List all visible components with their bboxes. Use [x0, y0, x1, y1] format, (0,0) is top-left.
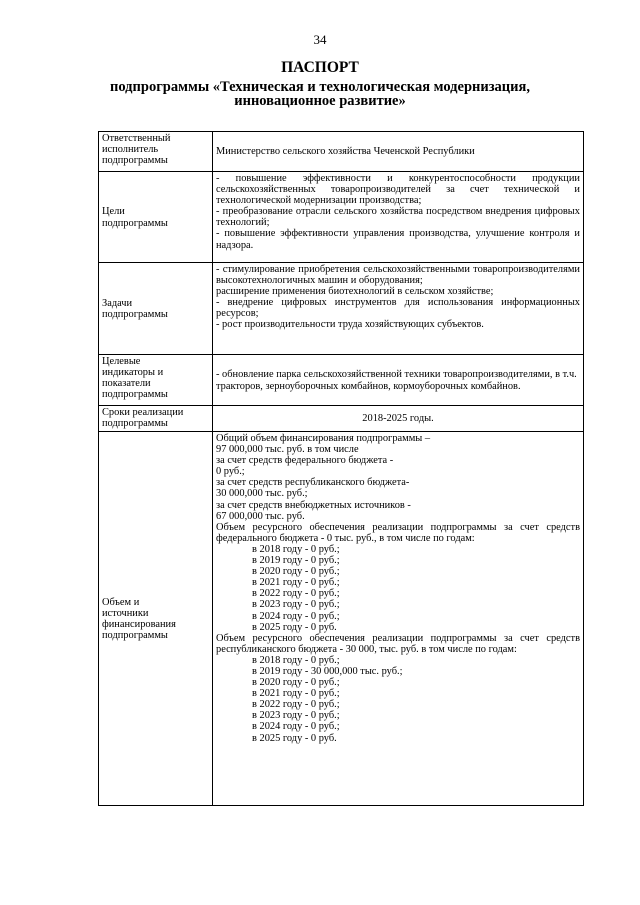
regional-year: в 2021 году - 0 руб.; [252, 688, 340, 700]
federal-year: в 2022 году - 0 руб.; [252, 588, 340, 600]
federal-year: в 2019 году - 0 руб.; [252, 555, 340, 567]
value-funding [213, 432, 584, 806]
value-timeline [213, 406, 584, 432]
executor-text: Министерство сельского хозяйства Чеченской Республики [216, 146, 475, 158]
row-funding [99, 432, 584, 806]
row-goals [99, 172, 584, 263]
label-line: Объем и [102, 596, 140, 608]
goal-item: - преобразование отрасли сельского хозяйства посредством внедрения цифровых технологий; [216, 206, 580, 229]
label-line: подпрограммы [102, 630, 168, 642]
label-line: источники [102, 607, 149, 619]
goal-item: - повышение эффективности управления производства, улучшение контроля и надзора. [216, 228, 580, 251]
row-executor [99, 132, 584, 172]
label-line: подпрограммы [102, 217, 168, 229]
label-funding [99, 432, 213, 806]
task-item: - внедрение цифровых инструментов для использования информационных ресурсов; [216, 297, 580, 320]
funding-extrabudget-value: 67 000,000 тыс. руб. [216, 510, 305, 522]
label-executor [99, 132, 213, 172]
label-indicators [99, 355, 213, 406]
value-goals [213, 172, 584, 263]
federal-year: в 2023 году - 0 руб.; [252, 599, 340, 611]
timeline-text: 2018-2025 годы. [362, 413, 434, 425]
regional-year: в 2019 году - 30 000,000 тыс. руб.; [252, 665, 403, 677]
regional-year: в 2025 году - 0 руб. [252, 732, 337, 744]
goal-item: - повышение эффективности и конкурентоспособности продукции сельскохозяйственных товаропроизводителей за счет технической и технологической модернизации производства; [216, 173, 580, 207]
federal-year: в 2025 году - 0 руб. [252, 621, 337, 633]
federal-header: Объем ресурсного обеспечения реализации подпрограммы за счет средств федерального бюджета - 0 тыс. руб., в том числе по годам: [216, 521, 580, 544]
page-number: 34 [313, 32, 327, 47]
federal-year: в 2021 году - 0 руб.; [252, 577, 340, 589]
label-line: финансирования [102, 619, 176, 630]
value-tasks [213, 263, 584, 355]
label-line: Сроки реализации [102, 407, 184, 418]
regional-year: в 2024 году - 0 руб.; [252, 721, 340, 733]
label-line: подпрограммы [102, 155, 168, 167]
federal-year: в 2020 году - 0 руб.; [252, 566, 340, 578]
funding-extrabudget-label: за счет средств внебюджетных источников - [216, 499, 411, 511]
label-timeline [99, 406, 213, 432]
label-line: Задачи [102, 297, 133, 309]
federal-year: в 2024 году - 0 руб.; [252, 610, 340, 622]
funding-regional-value: 30 000,000 тыс. руб.; [216, 488, 308, 500]
passport-table [98, 131, 584, 806]
task-item: - рост производительности труда хозяйствующих субъектов. [216, 319, 484, 331]
label-line: индикаторы и [102, 367, 164, 379]
label-line: подпрограммы [102, 418, 168, 430]
value-indicators [213, 355, 584, 406]
task-item: - стимулирование приобретения сельскохозяйственными товаропроизводителями высокотехнологичных машин и оборудования; [216, 264, 580, 287]
document-subtitle: подпрограммы «Техническая и технологическая модернизация, инновационное развитие» [110, 79, 530, 109]
label-line: подпрограммы [102, 309, 168, 320]
label-line: Целевые [102, 356, 141, 367]
regional-year: в 2018 году - 0 руб.; [252, 654, 340, 666]
label-line: показатели [102, 378, 151, 390]
row-tasks [99, 263, 584, 355]
funding-regional-label: за счет средств республиканского бюджета- [216, 477, 410, 489]
value-executor [213, 132, 584, 172]
label-line: исполнитель [102, 144, 159, 156]
row-timeline [99, 406, 584, 432]
label-line: Ответственный [102, 133, 171, 144]
regional-year: в 2020 году - 0 руб.; [252, 677, 340, 689]
funding-total-value: 97 000,000 тыс. руб. в том числе [216, 444, 359, 456]
label-line: подпрограммы [102, 389, 168, 401]
row-indicators [99, 355, 584, 406]
funding-total: Общий объем финансирования подпрограммы – [216, 433, 431, 444]
funding-federal-value: 0 руб.; [216, 466, 245, 478]
regional-year: в 2023 году - 0 руб.; [252, 710, 340, 722]
task-item: расширение применения биотехнологий в сельском хозяйстве; [216, 286, 494, 298]
label-goals [99, 172, 213, 263]
federal-year: в 2018 году - 0 руб.; [252, 543, 340, 555]
regional-year: в 2022 году - 0 руб.; [252, 699, 340, 711]
label-line: Цели [102, 206, 125, 218]
regional-header: Объем ресурсного обеспечения реализации подпрограммы за счет средств республиканского бюджета - 30 000, тыс. руб. в том числе по годам: [216, 632, 580, 655]
indicators-text: - обновление парка сельскохозяйственной техники товаропроизводителями, в т.ч. тракторов, зерноуборочных комбайнов, кормоуборочных комбайнов. [216, 369, 577, 392]
funding-federal-label: за счет средств федерального бюджета - [216, 455, 394, 467]
document-title: ПАСПОРТ [281, 59, 359, 76]
label-tasks [99, 263, 213, 355]
